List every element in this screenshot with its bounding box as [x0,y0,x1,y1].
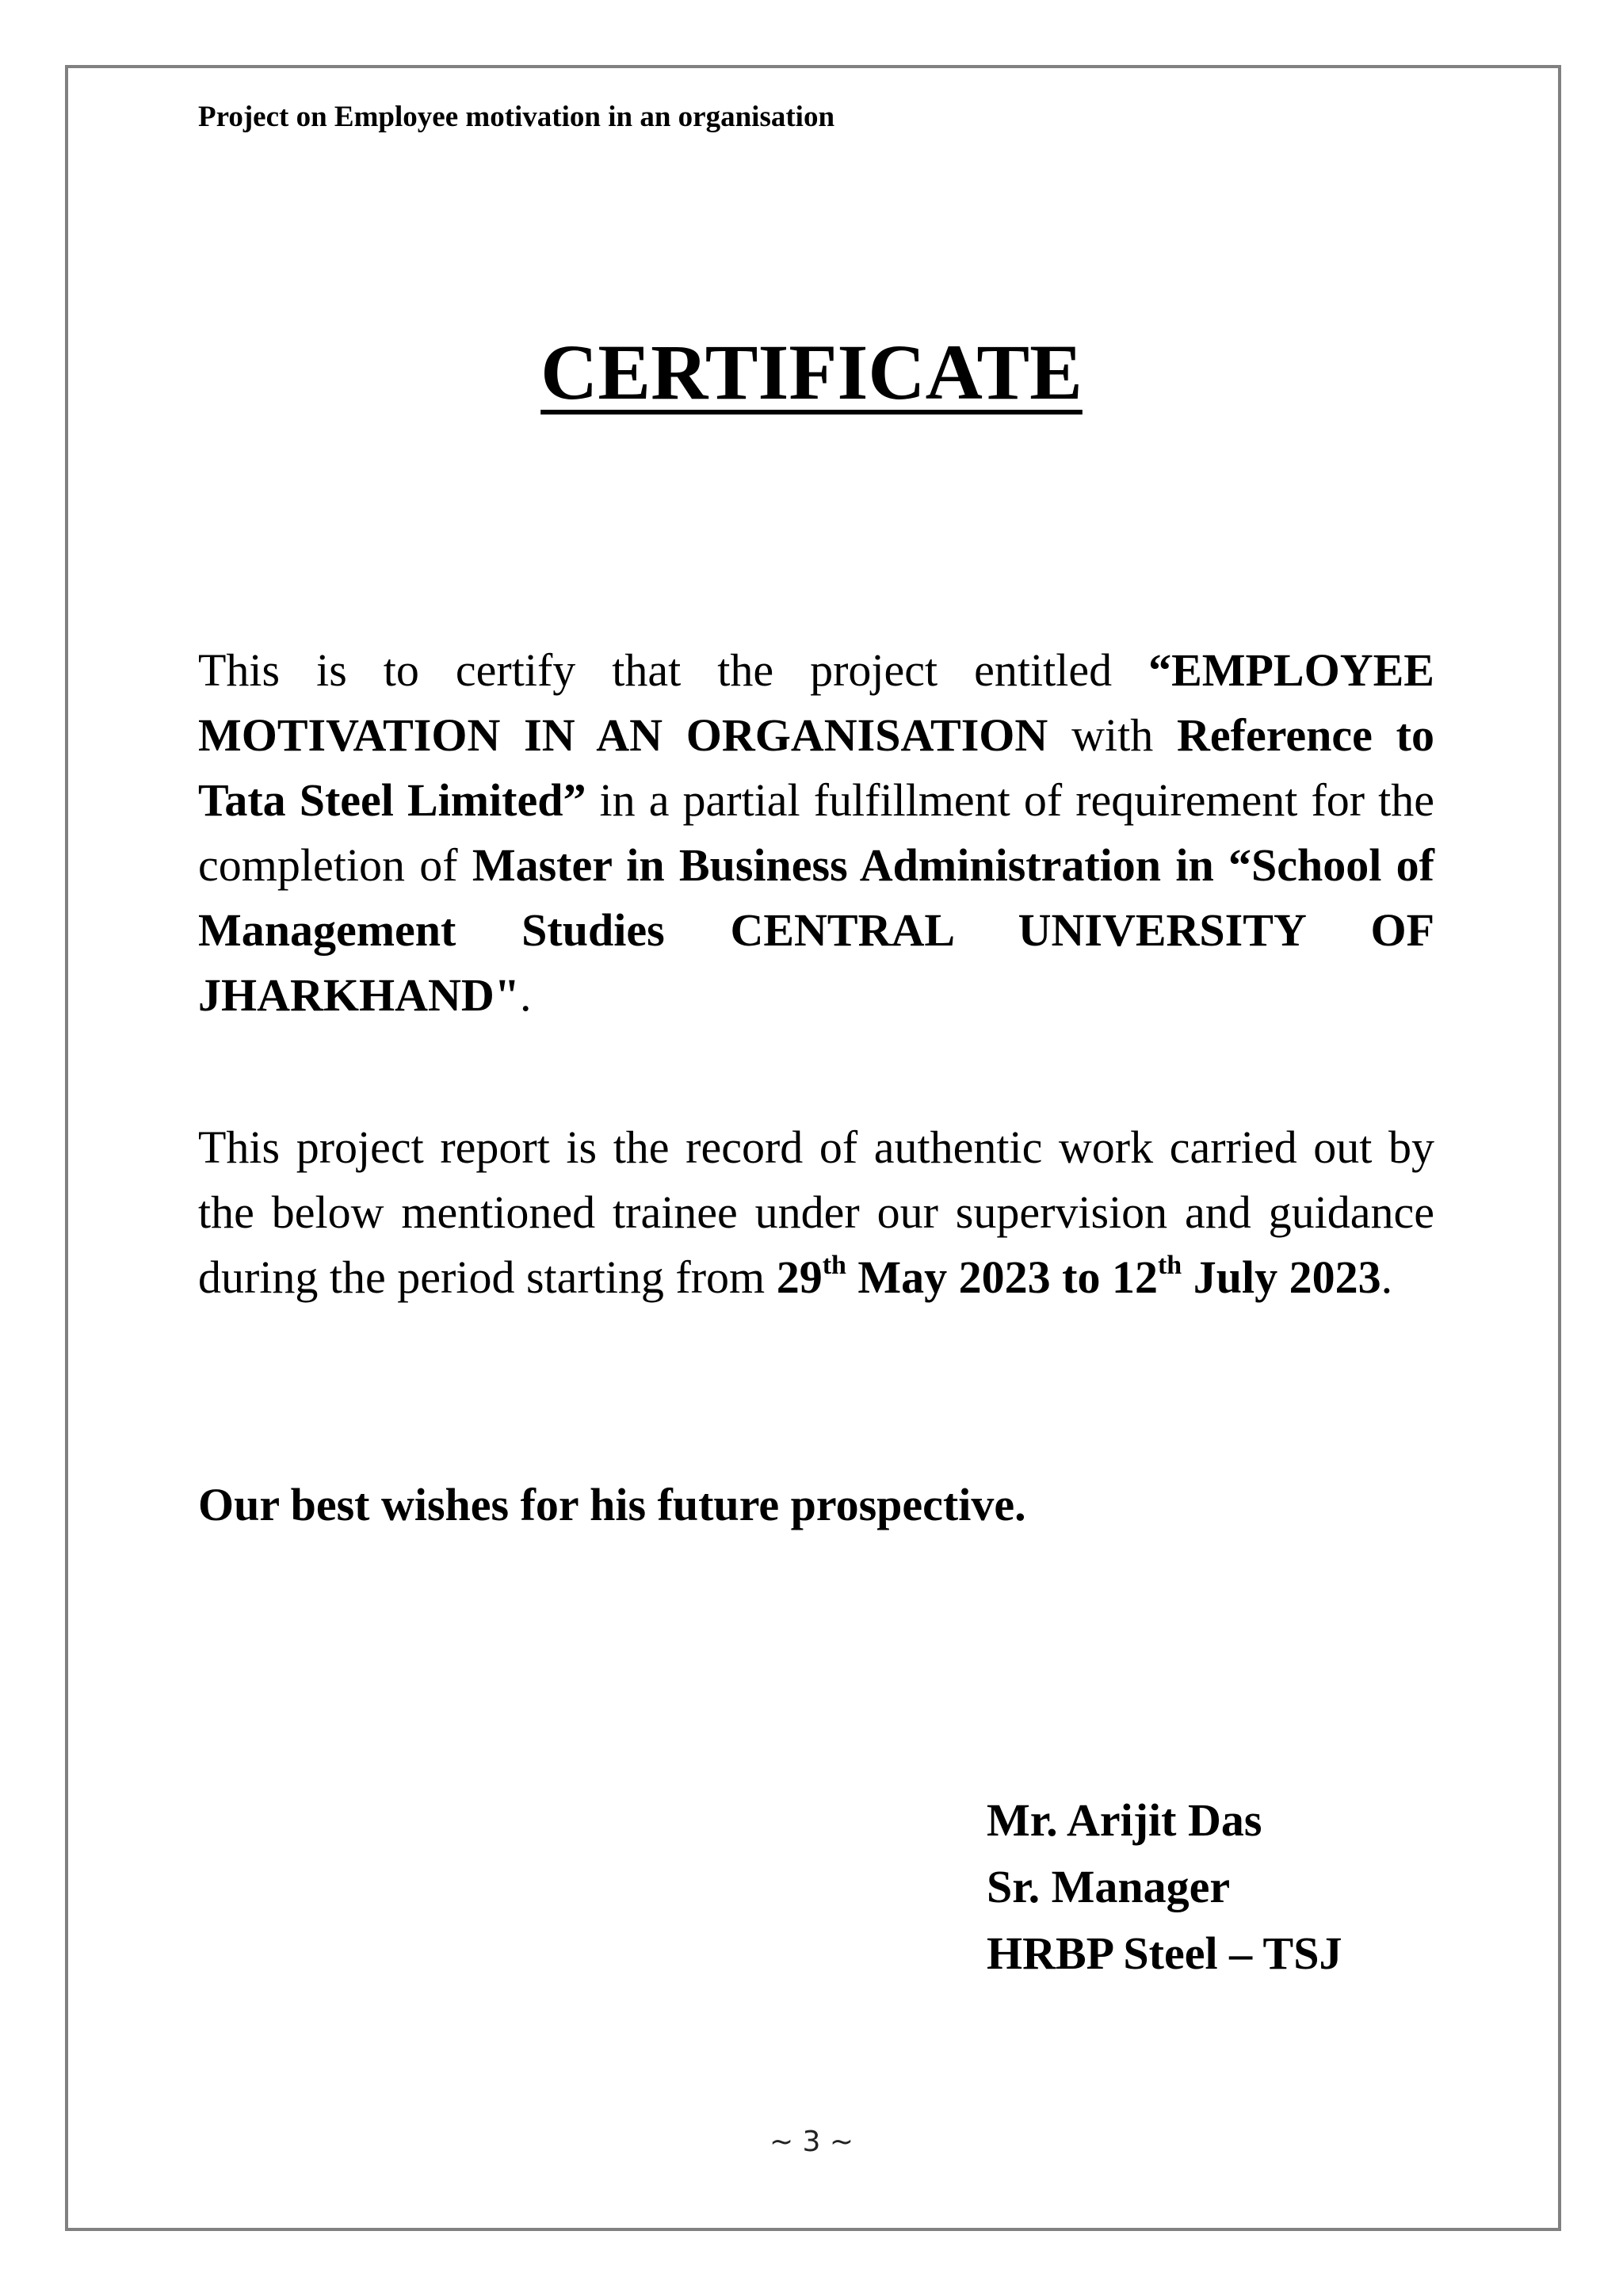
certificate-title-text: CERTIFICATE [540,328,1083,416]
project-title: “EMPLOYEE MOTIVATION IN AN ORGANISATION [198,644,1434,761]
period-paragraph [198,1115,1434,1310]
end-day-suffix: th [1157,1251,1182,1280]
signatory-name: Mr. Arijit Das [987,1794,1262,1846]
paragraph1-text-2: with [1048,709,1178,761]
page-number: ~ 3 ~ [769,2126,854,2158]
signature-block [987,1787,1342,1987]
project-reference: Reference to Tata Steel Limited” [198,709,1434,826]
end-month-year: July 2023 [1182,1251,1381,1303]
paragraph1-text-4: . [519,969,532,1021]
signatory-department: HRBP Steel – TSJ [987,1927,1342,1979]
paragraph1-text-3: in a partial fulfillment of requirement for the completion of [198,774,1434,891]
signatory-designation: Sr. Manager [987,1861,1231,1912]
paragraph1-text-1: This is to certify that the project entitled [198,644,1149,696]
start-day-suffix: th [822,1251,846,1280]
degree-and-institution: Master in Business Administration in “School of Management Studies CENTRAL UNIVERSITY OF JHARKHAND" [198,839,1434,1021]
period-dates [777,1251,1381,1303]
best-wishes: Our best wishes for his future prospective. [198,1479,1026,1530]
certification-paragraph [198,638,1434,1028]
start-day: 29 [776,1251,823,1303]
paragraph2-text-1: This project report is the record of authentic work carried out by the below mentioned trainee under our supervision and guidance during the period starting from [198,1121,1434,1303]
certificate-title [0,328,1623,416]
running-header: Project on Employee motivation in an organisation [198,101,835,133]
start-month-end-day: May 2023 to 12 [846,1251,1158,1303]
paragraph2-text-2: . [1381,1251,1393,1303]
